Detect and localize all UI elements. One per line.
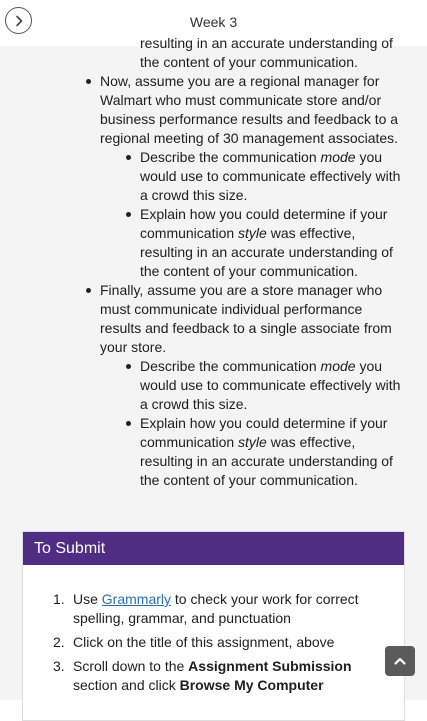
step-text: Use bbox=[73, 591, 102, 607]
step-text: section and click bbox=[73, 677, 180, 693]
sub-list-item bbox=[0, 357, 427, 376]
text-line: a crowd this size. bbox=[140, 396, 248, 412]
text-line: Now, assume you are a regional manager for bbox=[100, 73, 380, 89]
step-text-bold: Browse My Computer bbox=[179, 677, 324, 693]
text-line: business performance results and feedback to a bbox=[100, 111, 399, 127]
text-line: Explain how you could determine if your bbox=[140, 206, 388, 222]
list-item bbox=[0, 281, 427, 300]
list-number: 3. bbox=[53, 658, 65, 674]
sub-list-item bbox=[0, 205, 427, 224]
bullet-icon bbox=[126, 155, 131, 160]
text-line: must communicate individual performance bbox=[100, 301, 363, 317]
text-line: the content of your communication. bbox=[140, 472, 358, 488]
bullet-icon bbox=[126, 421, 131, 426]
to-submit-header: To Submit bbox=[23, 532, 404, 565]
text-line: your store. bbox=[100, 339, 167, 355]
list-item bbox=[23, 590, 406, 609]
bullet-icon bbox=[126, 364, 131, 369]
step-text-bold: Assignment Submission bbox=[188, 658, 352, 674]
text-line: Walmart who must communicate store and/or bbox=[100, 92, 382, 108]
list-item bbox=[0, 72, 427, 91]
text-line: results and feedback to a single associate from bbox=[100, 320, 392, 336]
bullet-icon bbox=[126, 212, 131, 217]
sub-list-item bbox=[0, 414, 427, 433]
text-line: would use to communicate effectively with bbox=[140, 168, 401, 184]
step-text: Scroll down to the bbox=[73, 658, 189, 674]
text-line: resulting in an accurate understanding of bbox=[140, 453, 393, 469]
chevron-up-icon bbox=[393, 654, 407, 668]
step-text: Click on the title of this assignment, above bbox=[73, 634, 335, 650]
bullet-icon bbox=[86, 288, 91, 293]
submit-steps-list bbox=[23, 590, 406, 695]
list-item bbox=[23, 633, 406, 652]
step-text: spelling, grammar, and punctuation bbox=[73, 610, 291, 626]
step-text: to check your work for correct bbox=[171, 591, 359, 607]
to-submit-panel bbox=[22, 531, 405, 721]
list-item bbox=[23, 657, 406, 676]
text-line: Explain how you could determine if your bbox=[140, 415, 388, 431]
text-line: a crowd this size. bbox=[140, 187, 248, 203]
sub-list-item bbox=[0, 148, 427, 167]
text-line: the content of your communication. bbox=[140, 54, 358, 70]
text-line: the content of your communication. bbox=[140, 263, 358, 279]
text-line: resulting in an accurate understanding of bbox=[140, 244, 393, 260]
text-line: Finally, assume you are a store manager who bbox=[100, 282, 383, 298]
text-line: Describe the communication mode you bbox=[140, 149, 383, 165]
text-line: communication style was effective, bbox=[140, 225, 356, 241]
text-line: resulting in an accurate understanding of bbox=[140, 35, 393, 51]
page-title: Week 3 bbox=[189, 14, 238, 30]
text-line: would use to communicate effectively with bbox=[140, 377, 401, 393]
scroll-to-top-button[interactable] bbox=[385, 646, 415, 676]
text-line: regional meeting of 30 management associates. bbox=[100, 130, 399, 146]
text-line: communication style was effective, bbox=[140, 434, 356, 450]
bullet-icon bbox=[86, 79, 91, 84]
grammarly-link[interactable]: Grammarly bbox=[101, 591, 172, 607]
list-item-continuation bbox=[23, 676, 406, 695]
list-number: 2. bbox=[53, 634, 65, 650]
text-line: Describe the communication mode you bbox=[140, 358, 383, 374]
list-number: 1. bbox=[53, 591, 65, 607]
